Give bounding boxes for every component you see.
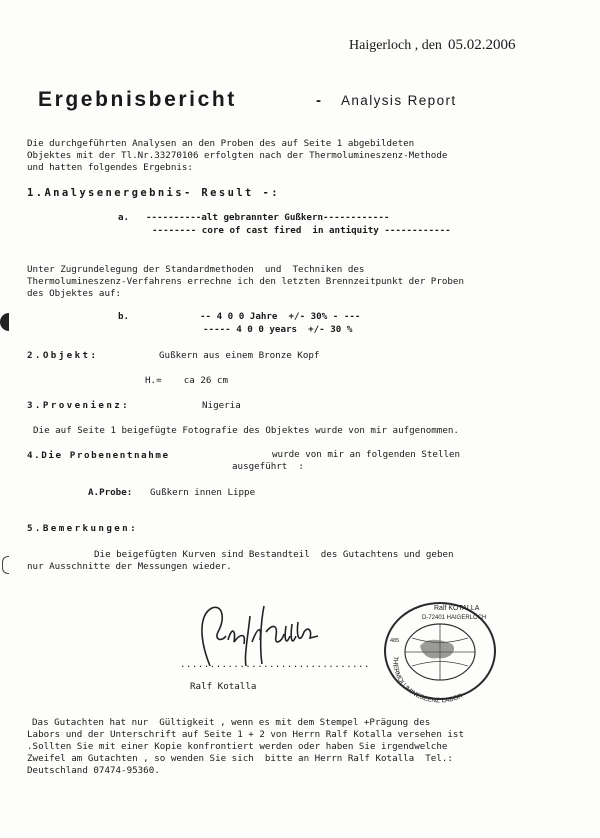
footer-line-3: .Sollten Sie mit einer Kopie konfrontiert werden oder haben Sie irgendwelche bbox=[27, 741, 448, 752]
punch-hole-bottom bbox=[2, 556, 9, 574]
section4-text-2: ausgeführt : bbox=[232, 461, 304, 472]
dating-letter: b. bbox=[118, 311, 130, 322]
header-place: Haigerloch , den bbox=[349, 38, 442, 53]
signature-line: ................................ bbox=[180, 659, 370, 670]
section4-text-1: wurde von mir an folgenden Stellen bbox=[272, 449, 461, 460]
header-date: 05.02.2006 bbox=[448, 37, 516, 53]
probe-value: Gußkern innen Lippe bbox=[150, 487, 256, 498]
para2-line-2: Thermolumineszenz-Verfahrens errechne ich den letzten Brennzeitpunkt der Proben bbox=[27, 276, 464, 287]
page-subtitle: Analysis Report bbox=[341, 93, 457, 108]
intro-line-1: Die durchgeführten Analysen an den Proben des auf Seite 1 abgebildeten bbox=[27, 138, 415, 149]
stamp-side: 485 bbox=[390, 638, 400, 644]
section1-result-en: -------- core of cast fired in antiquity ------------ bbox=[152, 225, 451, 236]
probe-label: A.Probe: bbox=[88, 487, 133, 498]
section3-note: Die auf Seite 1 beigefügte Fotografie des Objektes wurde von mir aufgenommen. bbox=[33, 425, 459, 436]
stamp-top: Ralf KOTALLA bbox=[434, 605, 480, 612]
stamp-ring: THERMOLUMINESZENZ LABOR bbox=[391, 655, 464, 704]
stamp-address: D-72401 HAIGERLOCH bbox=[422, 615, 487, 621]
page-title: Ergebnisbericht bbox=[38, 88, 237, 111]
section1-result-de: ----------alt gebrannter Gußkern------------ bbox=[146, 212, 390, 223]
intro-line-2: Objektes mit der Tl.Nr.33270106 erfolgten nach der Thermolumineszenz-Methode bbox=[27, 150, 448, 161]
section4-heading: 4.Die Probenentnahme bbox=[27, 450, 170, 461]
section3-heading: 3.Provenienz: bbox=[27, 400, 131, 411]
signature-name: Ralf Kotalla bbox=[190, 681, 257, 692]
laboratory-stamp bbox=[382, 598, 500, 704]
dating-de: -- 4 0 0 Jahre +/- 30% - --- bbox=[200, 311, 361, 322]
footer-line-2: Labors und der Unterschrift auf Seite 1 + 2 von Herrn Ralf Kotalla versehen ist bbox=[27, 729, 464, 740]
section3-value: Nigeria bbox=[202, 400, 241, 411]
section2-height: H.= ca 26 cm bbox=[145, 375, 228, 386]
section5-heading: 5.Bemerkungen: bbox=[27, 523, 139, 534]
title-dash: - bbox=[316, 92, 321, 109]
section2-value: Gußkern aus einem Bronze Kopf bbox=[159, 350, 320, 361]
section1-heading: 1.Analysenergebnis- Result -: bbox=[27, 187, 280, 199]
intro-line-3: und hatten folgendes Ergebnis: bbox=[27, 162, 193, 173]
section2-heading: 2.Objekt: bbox=[27, 350, 99, 361]
para2-line-3: des Objektes auf: bbox=[27, 288, 122, 299]
para2-line-1: Unter Zugrundelegung der Standardmethoden und Techniken des bbox=[27, 264, 365, 275]
dating-en: ----- 4 0 0 years +/- 30 % bbox=[203, 324, 353, 335]
section1-letter: a. bbox=[118, 212, 130, 223]
punch-hole-top bbox=[0, 313, 9, 331]
section5-line-2: nur Ausschnitte der Messungen wieder. bbox=[27, 561, 232, 572]
footer-line-4: Zweifel am Gutachten , so wenden Sie sich bitte an Herrn Ralf Kotalla Tel.: bbox=[27, 753, 453, 764]
footer-line-1: Das Gutachten hat nur Gültigkeit , wenn es mit dem Stempel +Prägung des bbox=[32, 717, 431, 728]
footer-line-5: Deutschland 07474-95360. bbox=[27, 765, 160, 776]
section5-line-1: Die beigefügten Kurven sind Bestandteil des Gutachtens und geben bbox=[94, 549, 454, 560]
